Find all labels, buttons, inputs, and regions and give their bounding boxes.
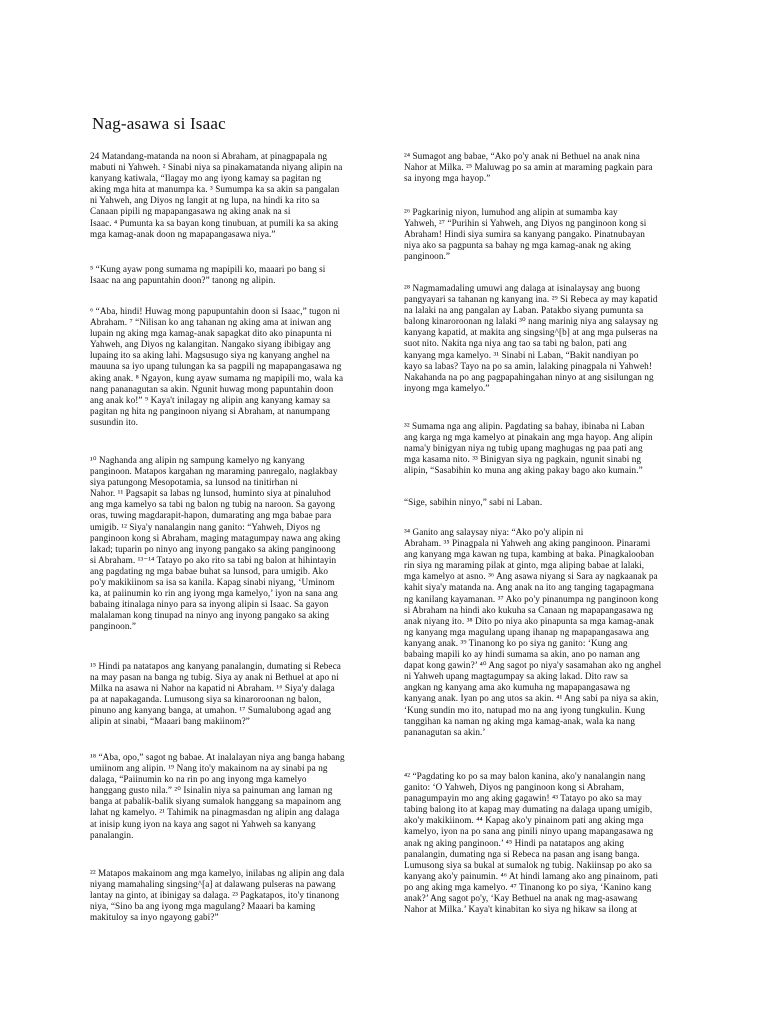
paragraph-verses-6-9: ⁶ “Aba, hindi! Huwag mong papupuntahin doon si Isaac,” tugon ni Abraham. ⁷ “Nilisan ko ang tahanan ng aking ama at iniwan ang lupain ng aking mga kamag-anak sapagkat dito ako pinapunta ni Yahweh, ang Diyos ng kalangitan. Nangako siyang ibibigay ang lupaing ito sa aking lahi. Magsusugo siya ng kanyang anghel na mauuna sa iyo upang tulungan ka sa pagpili ng mapapangasawa ng aking anak. ⁸ Ngayon, kung ayaw sumama ng mapipili mo, wala ka nang pananagutan sa akin. Ngunit huwag mong papuntahin doon ang anak ko!” ⁹ Kaya't inilagay ng alipin ang kanyang kamay sa pagitan ng hita ng panginoon niyang si Abraham, at nanumpang susundin ito. xyxy=(90,306,344,427)
paragraph-laban-reply: “Sige, sabihin ninyo,” sabi ni Laban. xyxy=(404,497,543,507)
paragraph-verses-15-17: ¹⁵ Hindi pa natatapos ang kanyang panalangin, dumating si Rebeca na may pasan na banga ng tubig. Siya ay anak ni Bethuel at apo ni Milka na asawa ni Nahor na kapatid ni Abraham. ¹⁶ Siya'y dalaga pa at napakaganda. Lumusong siya sa kinaroroonan ng balon, pinuno ang kanyang banga, at umahon. ¹⁷ Sumalubong agad ang alipin at sinabi, “Maaari bang makiinom?” xyxy=(90,661,341,727)
paragraph-verses-28-31: ²⁸ Nagmamadaling umuwi ang dalaga at isinalaysay ang buong pangyayari sa tahanan ng kanyang ina. ²⁹ Si Rebeca ay may kapatid na lalaki na ang pangalan ay Laban. Patakbo siyang pumunta sa balong kinaroroonan ng lalaki ³⁰ nang marinig niya ang salaysay ng kanyang kapatid, at makita ang singsing^[b] at ang mga pulseras na suot nito. Nakita nga niya ang tao sa tabi ng balon, pati ang kanyang mga kamelyo. ³¹ Sinabi ni Laban, “Bakit nandiyan po kayo sa labas? Tayo na po sa amin, lalaking pinagpala ni Yahweh! Nakahanda na po ang pagpapahingahan ninyo at ang sisilungan ng inyong mga kamelyo.” xyxy=(404,283,659,393)
paragraph-verse-5: ⁵ “Kung ayaw pong sumama ng mapipili ko, maaari po bang si Isaac na ang papuntahin doon?” tanong ng alipin. xyxy=(90,264,326,286)
paragraph-verses-22-23: ²² Matapos makainom ang mga kamelyo, inilabas ng alipin ang dala niyang mamahaling singsing^[a] at dalawang pulseras na pawang lantay na ginto, at ibinigay sa dalaga. ²³ Pagkatapos, ito'y tinanong niya, “Sino ba ang iyong mga magulang? Maaari ba kaming makituloy sa inyo ngayong gabi?” xyxy=(90,868,345,923)
paragraph-verses-1-4: 24 Matandang-matanda na noon si Abraham, at pinagpapala ng mabuti ni Yahweh. ² Sinabi niya sa pinakamatanda niyang alipin na kanyang katiwala, “Ilagay mo ang iyong kamay sa pagitan ng aking mga hita at manumpa ka. ³ Sumumpa ka sa akin sa pangalan ni Yahweh, ang Diyos ng langit at ng lupa, na hindi ka rito sa Canaan pipili ng mapapangasawa ng aking anak na si Isaac. ⁴ Pumunta ka sa bayan kong tinubuan, at pumili ka sa aking mga kamag-anak doon ng mapapangasawa niya.” xyxy=(90,151,343,239)
page-title: Nag-asawa si Isaac xyxy=(92,114,226,133)
paragraph-verses-10-14: ¹⁰ Naghanda ang alipin ng sampung kamelyo ng kanyang panginoon. Matapos kargahan ng maraming panregalo, naglakbay siya patungong Mesopotamia, sa lunsod na tinitirhan ni Nahor. ¹¹ Pagsapit sa labas ng lunsod, huminto siya at pinaluhod ang mga kamelyo sa tabi ng balon ng tubig na naroon. Sa gayong oras, tuwing magdarapit-hapon, dumarating ang mga babae para umigib. ¹² Siya'y nanalangin nang ganito: “Yahweh, Diyos ng panginoon kong si Abraham, maging matagumpay nawa ang aking lakad; tuparin po ninyo ang inyong pangako sa aking panginoong si Abraham. ¹³⁻¹⁴ Tatayo po ako rito sa tabi ng balon at hihintayin ang pagdating ng mga babae buhat sa lunsod, para umigib. Ako po'y makikiinom sa isa sa kanila. Kapag sinabi niyang, ‘Uminom ka, at paiinumin ko rin ang iyong mga kamelyo,’ iyon na sana ang babaing itinalaga ninyo para sa inyong alipin si Isaac. Sa gayon malalaman kong tinupad na ninyo ang inyong pangako sa aking panginoon.” xyxy=(90,455,341,632)
paragraph-verses-42-47: ⁴² “Pagdating ko po sa may balon kanina, ako'y nanalangin nang ganito: ‘O Yahweh, Diyos ng panginoon kong si Abraham, panagumpayin mo ang aking gagawin! ⁴³ Tatayo po ako sa may tabing balong ito at kapag may dumating na dalaga upang umigib, ako'y makikiinom. ⁴⁴ Kapag ako'y pinainom pati ang aking mga kamelyo, iyon na po sana ang pinili ninyo upang mapangasawa ng anak ng aking panginoon.’ ⁴⁵ Hindi pa natatapos ang aking panalangin, dumating nga si Rebeca na pasan ang isang banga. Lumusong siya sa bukal at sumalok ng tubig. Nakiinsap po ako sa kanyang ako'y painumin. ⁴⁶ At hindi lamang ako ang pinainom, pati po ang aking mga kamelyo. ⁴⁷ Tinanong ko po siya, ‘Kanino kang anak?’ Ang sagot po'y, ‘Kay Bethuel na anak ng mag-asawang Nahor at Milka.’ Kaya't kinabitan ko siya ng hikaw sa ilong at xyxy=(404,771,659,915)
paragraph-verses-26-27: ²⁶ Pagkarinig niyon, lumuhod ang alipin at sumamba kay Yahweh, ²⁷ “Purihin si Yahweh, ang Diyos ng panginoon kong si Abraham! Hindi siya sumira sa kanyang pangako. Pinatnubayan niya ako sa pagpunta sa bahay ng mga kamag-anak ng aking panginoon.” xyxy=(404,207,647,262)
paragraph-verses-18-21: ¹⁸ “Aba, opo,” sagot ng babae. At inalalayan niya ang banga habang umiinom ang alipin. ¹⁹ Nang ito'y makainom na ay sinabi pa ng dalaga, “Paiinumin ko na rin po ang inyong mga kamelyo hanggang gusto nila.” ²⁰ Isinalin niya sa painuman ang laman ng banga at pabalik-balik siyang sumalok hanggang sa mapainom ang lahat ng kamelyo. ²¹ Tahimik na pinagmasdan ng alipin ang dalaga at inisip kung iyon na kaya ang sagot ni Yahweh sa kanyang panalangin. xyxy=(90,752,345,840)
paragraph-verses-32-33: ³² Sumama nga ang alipin. Pagdating sa bahay, ibinaba ni Laban ang karga ng mga kamelyo at pinakain ang mga hayop. Ang alipin nama'y binigyan niya ng tubig upang maghugas ng paa pati ang mga kasama nito. ³³ Binigyan siya ng pagkain, ngunit sinabi ng alipin, “Sasabihin ko muna ang aking pakay bago ako kumain.” xyxy=(404,421,653,476)
paragraph-verses-34-41: ³⁴ Ganito ang salaysay niya: “Ako po'y alipin ni Abraham. ³⁵ Pinagpala ni Yahweh ang aking panginoon. Pinarami ang kanyang mga kawan ng tupa, kambing at baka. Pinagkalooban rin siya ng maraming pilak at ginto, mga aliping babae at lalaki, mga kamelyo at asno. ³⁶ Ang asawa niyang si Sara ay nagkaanak pa kahit siya'y matanda na. Ang anak na ito ang tanging tagapagmana ng kanilang kayamanan. ³⁷ Ako po'y pinanumpa ng panginoon kong si Abraham na hindi ako kukuha sa Canaan ng mapapangasawa ng anak niyang ito. ³⁸ Dito po niya ako pinapunta sa mga kamag-anak ng kanyang mga magulang upang ihanap ng mapapangasawa ang kanyang anak. ³⁹ Tinanong ko po siya ng ganito: ‘Kung ang babaing mapili ko ay hindi sumama sa akin, ano po naman ang dapat kong gawin?’ ⁴⁰ Ang sagot po niya'y sasamahan ako ng anghel ni Yahweh upang magtagumpay sa aking lakad. Dito raw sa angkan ng kanyang ama ako kumuha ng mapapangasawa ng kanyang anak. Iyan po ang utos sa akin. ⁴¹ Ang sabi pa niya sa akin, ‘Kung sundin mo ito, natupad mo na ang iyong tungkulin. Kung tanggihan ka naman ng aking mga kamag-anak, wala ka nang pananagutan sa akin.’ xyxy=(404,527,662,737)
paragraph-verses-24-25: ²⁴ Sumagot ang babae, “Ako po'y anak ni Bethuel na anak nina Nahor at Milka. ²⁵ Maluwag po sa amin at maraming pagkain para sa inyong mga hayop.” xyxy=(404,151,653,184)
